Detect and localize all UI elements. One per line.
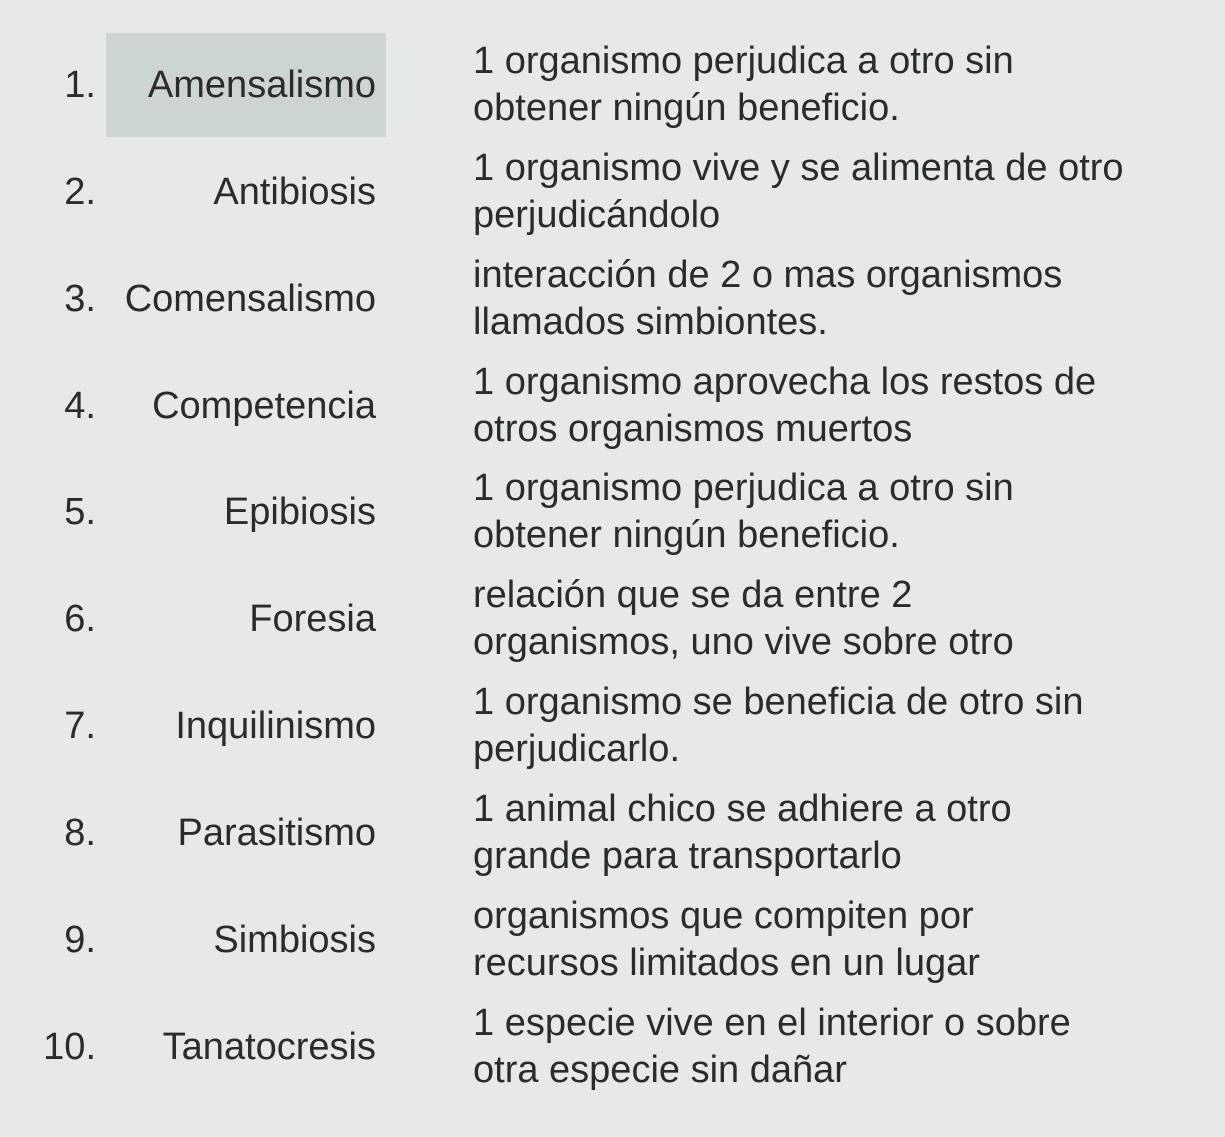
term-option-epibiosis[interactable]: Epibiosis: [223, 491, 376, 533]
definition-option[interactable]: [473, 38, 1213, 132]
term-option-amensalismo[interactable]: Amensalismo: [106, 33, 386, 137]
term-number: 7.: [64, 705, 96, 747]
term-number: 2.: [64, 171, 96, 213]
definition-line: obtener ningún beneficio.: [473, 514, 900, 556]
definition-line: 1 organismo perjudica a otro sin: [473, 467, 1014, 509]
definition-line: perjudicándolo: [473, 194, 721, 236]
definition-option[interactable]: [473, 679, 1213, 773]
definition-option[interactable]: [473, 359, 1213, 453]
definition-option[interactable]: [473, 1000, 1213, 1094]
definition-line: 1 organismo aprovecha los restos de: [473, 361, 1097, 403]
definition-line: otra especie sin dañar: [473, 1049, 847, 1091]
definition-line: llamados simbiontes.: [473, 301, 828, 343]
term-option-inquilinismo[interactable]: Inquilinismo: [175, 705, 376, 747]
definition-line: otros organismos muertos: [473, 408, 913, 450]
term-number: 9.: [64, 919, 96, 961]
term-option-competencia[interactable]: Competencia: [152, 385, 376, 427]
term-option-simbiosis[interactable]: Simbiosis: [213, 919, 376, 961]
definition-line: organismos que compiten por: [473, 895, 974, 937]
definition-line: relación que se da entre 2: [473, 574, 913, 616]
definition-line: perjudicarlo.: [473, 728, 680, 770]
term-option-tanatocresis[interactable]: Tanatocresis: [162, 1026, 376, 1068]
definition-line: 1 organismo se beneficia de otro sin: [473, 681, 1084, 723]
term-number: 10.: [43, 1026, 96, 1068]
term-number: 8.: [64, 812, 96, 854]
definition-line: 1 organismo vive y se alimenta de otro: [473, 147, 1124, 189]
definition-line: grande para transportarlo: [473, 835, 902, 877]
term-number: 5.: [64, 491, 96, 533]
definition-line: recursos limitados en un lugar: [473, 942, 980, 984]
definition-option[interactable]: [473, 465, 1213, 559]
definition-line: 1 animal chico se adhiere a otro: [473, 788, 1012, 830]
term-number: 4.: [64, 385, 96, 427]
definition-line: obtener ningún beneficio.: [473, 87, 900, 129]
term-option-parasitismo[interactable]: Parasitismo: [177, 812, 376, 854]
term-option-comensalismo[interactable]: Comensalismo: [124, 278, 376, 320]
term-option-foresia[interactable]: Foresia: [249, 598, 376, 640]
definition-option[interactable]: [473, 893, 1213, 987]
term-number: 3.: [64, 278, 96, 320]
definition-line: organismos, uno vive sobre otro: [473, 621, 1014, 663]
definition-option[interactable]: [473, 145, 1213, 239]
definition-option[interactable]: [473, 252, 1213, 346]
term-number: 1.: [64, 64, 96, 106]
term-number: 6.: [64, 598, 96, 640]
definition-option[interactable]: [473, 786, 1213, 880]
definition-line: 1 especie vive en el interior o sobre: [473, 1002, 1071, 1044]
definition-line: 1 organismo perjudica a otro sin: [473, 40, 1014, 82]
definition-option[interactable]: [473, 572, 1213, 666]
definition-line: interacción de 2 o mas organismos: [473, 254, 1063, 296]
term-option-antibiosis[interactable]: Antibiosis: [213, 171, 376, 213]
